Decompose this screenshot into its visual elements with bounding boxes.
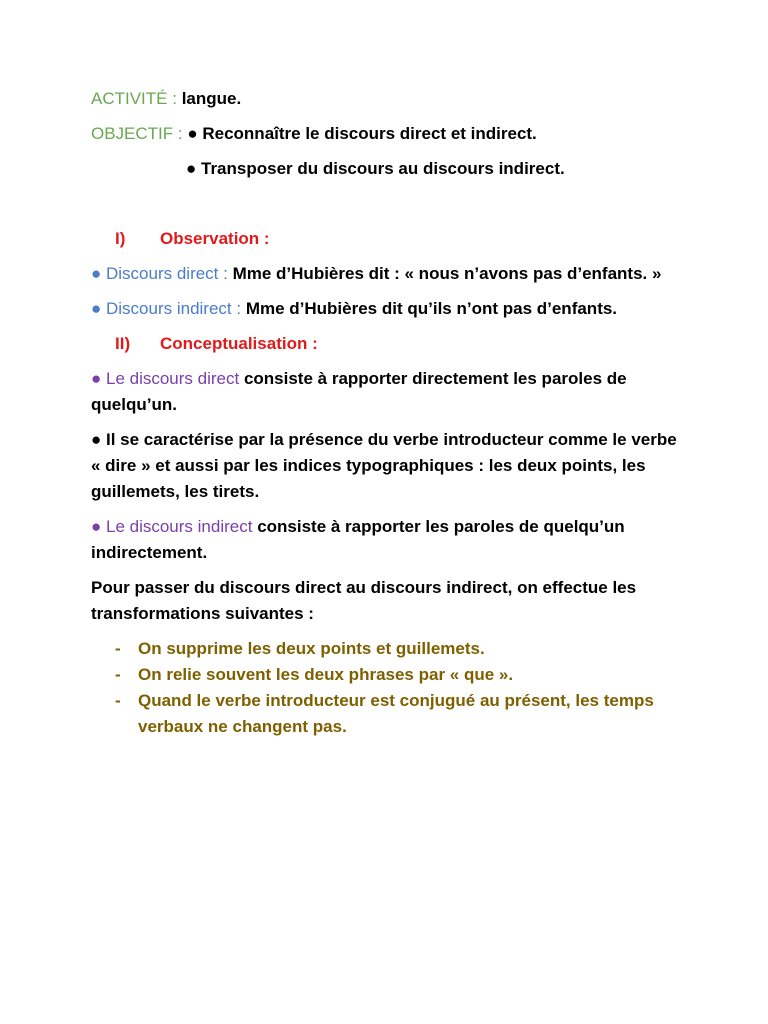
section-title: Observation :: [160, 229, 270, 248]
list-item-text: On relie souvent les deux phrases par « que ».: [138, 665, 514, 684]
activity-value: langue.: [181, 89, 242, 108]
list-item-text: On supprime les deux points et guillemets.: [138, 639, 485, 658]
activity-label: ACTIVITÉ :: [91, 89, 177, 108]
definition-indirect-text: consiste à rapporter les paroles de quelqu’un indirectement.: [91, 517, 625, 562]
section-title: Conceptualisation :: [160, 334, 318, 353]
definition-direct-text: consiste à rapporter directement les paroles de quelqu’un.: [91, 369, 627, 414]
list-item: [115, 636, 678, 662]
list-item: [115, 688, 678, 740]
direct-speech-example: [91, 261, 678, 287]
characteristics-paragraph: ● Il se caractérise par la présence du verbe introducteur comme le verbe « dire » et aussi par les indices typographiques : les deux points, les guillemets, les tirets.: [91, 430, 677, 501]
indirect-speech-label: ● Discours indirect :: [91, 299, 242, 318]
objective-2: ● Transposer du discours au discours indirect.: [186, 159, 565, 178]
direct-speech-text: Mme d’Hubières dit : « nous n’avons pas d’enfants. »: [232, 264, 662, 283]
objective-1: ● Reconnaître le discours direct et indirect.: [187, 124, 537, 143]
definition-indirect: [91, 514, 678, 566]
objective-line-2: [91, 156, 678, 182]
definition-direct: [91, 366, 678, 418]
transformation-intro: Pour passer du discours direct au discours indirect, on effectue les transformations suivantes :: [91, 578, 637, 623]
section-heading-conceptualisation: [91, 331, 678, 357]
definition-direct-label: ● Le discours direct: [91, 369, 240, 388]
section-number: II): [115, 334, 131, 353]
list-dash: -: [115, 691, 121, 710]
section-heading-observation: [91, 226, 678, 252]
list-dash: -: [115, 639, 121, 658]
transformation-list: [91, 636, 678, 740]
list-dash: -: [115, 665, 121, 684]
indirect-speech-example: [91, 296, 678, 322]
activity-line: [91, 86, 678, 112]
objective-line-1: [91, 121, 678, 147]
definition-indirect-label: ● Le discours indirect: [91, 517, 253, 536]
direct-speech-label: ● Discours direct :: [91, 264, 228, 283]
section-number: I): [115, 229, 126, 248]
list-item-text: Quand le verbe introducteur est conjugué au présent, les temps verbaux ne changent pas.: [138, 691, 654, 736]
list-item: [115, 662, 678, 688]
indirect-speech-text: Mme d’Hubières dit qu’ils n’ont pas d’enfants.: [245, 299, 618, 318]
objective-label: OBJECTIF :: [91, 124, 183, 143]
